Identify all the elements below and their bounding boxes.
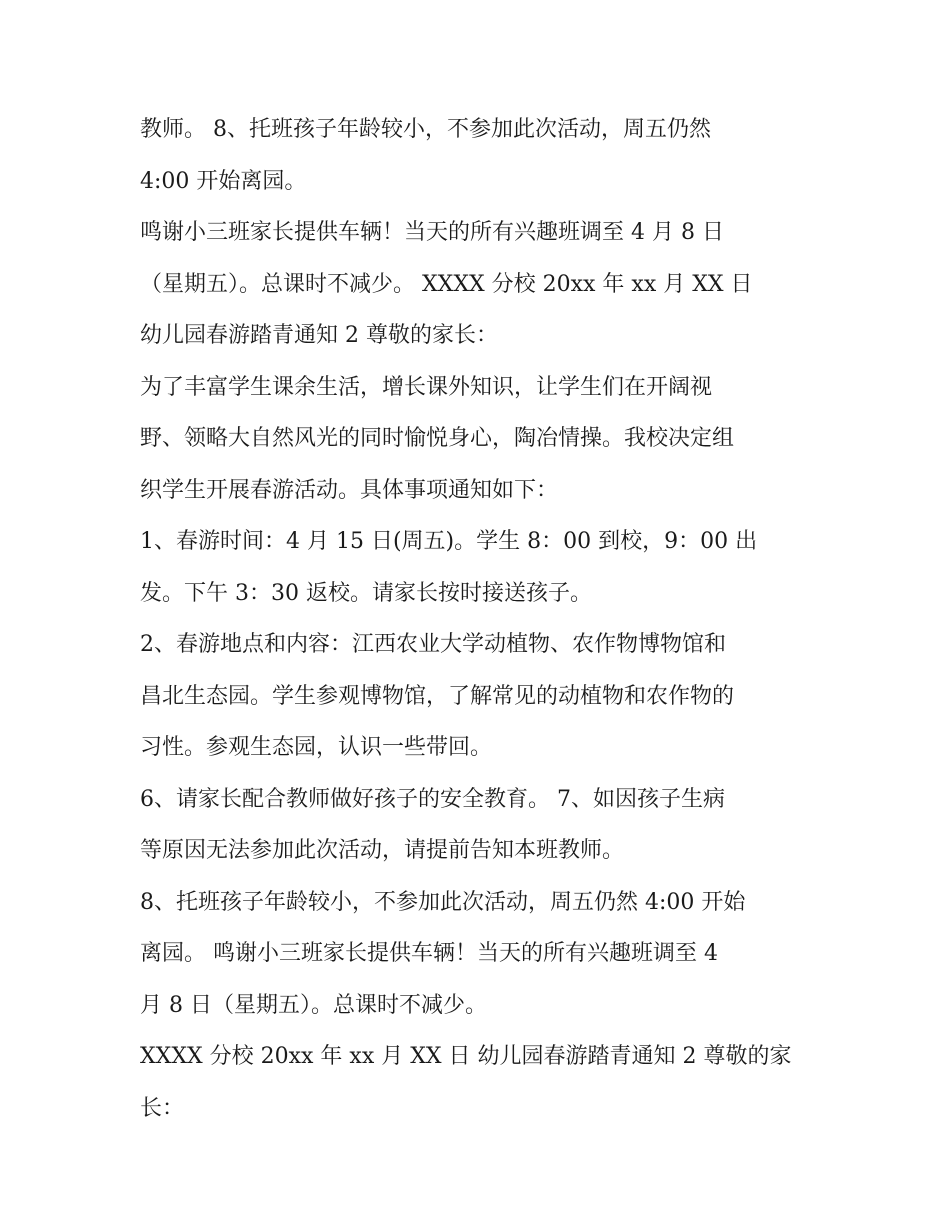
text-line: 等原因无法参加此次活动，请提前告知本班教师。	[140, 838, 625, 863]
text-line: 习性。参观生态园，认识一些带回。	[140, 735, 493, 760]
text-line: XXXX 分校 20xx 年 xx 月 XX 日 幼儿园春游踏青通知 2 尊敬的家	[140, 1044, 792, 1069]
text-line: 野、领略大自然风光的同时愉悦身心，陶冶情操。我校决定组	[140, 426, 735, 451]
text-line: 织学生开展春游活动。具体事项通知如下：	[140, 477, 559, 503]
text-line: 月 8 日（星期五）。总课时不减少。	[140, 992, 487, 1018]
text-line: 鸣谢小三班家长提供车辆！当天的所有兴趣班调至 4 月 8 日	[140, 220, 724, 245]
text-line: 幼儿园春游踏青通知 2 尊敬的家长：	[140, 323, 498, 348]
text-line: 教师。 8、托班孩子年龄较小，不参加此次活动，周五仍然	[140, 117, 711, 142]
text-line: 为了丰富学生课余生活，增长课外知识，让学生们在开阔视	[140, 374, 713, 400]
document-body	[140, 104, 820, 1134]
text-line: 离园。 鸣谢小三班家长提供车辆！当天的所有兴趣班调至 4	[140, 941, 718, 966]
text-line: 6、请家长配合教师做好孩子的安全教育。 7、如因孩子生病	[140, 786, 725, 812]
text-line: 1、春游时间：4 月 15 日(周五)。学生 8：00 到校，9：00 出	[140, 529, 758, 554]
text-line: 4:00 开始离园。	[140, 168, 307, 194]
text-line: 长：	[140, 1095, 185, 1121]
text-line: 2、春游地点和内容：江西农业大学动植物、农作物博物馆和	[140, 632, 726, 657]
text-line: （星期五）。总课时不减少。 XXXX 分校 20xx 年 xx 月 XX 日	[140, 271, 753, 297]
text-line: 8、托班孩子年龄较小，不参加此次活动，周五仍然 4:00 开始	[140, 889, 746, 915]
text-line: 发。下午 3：30 返校。请家长按时接送孩子。	[140, 580, 592, 606]
text-line: 昌北生态园。学生参观博物馆，了解常见的动植物和农作物的	[140, 683, 735, 709]
